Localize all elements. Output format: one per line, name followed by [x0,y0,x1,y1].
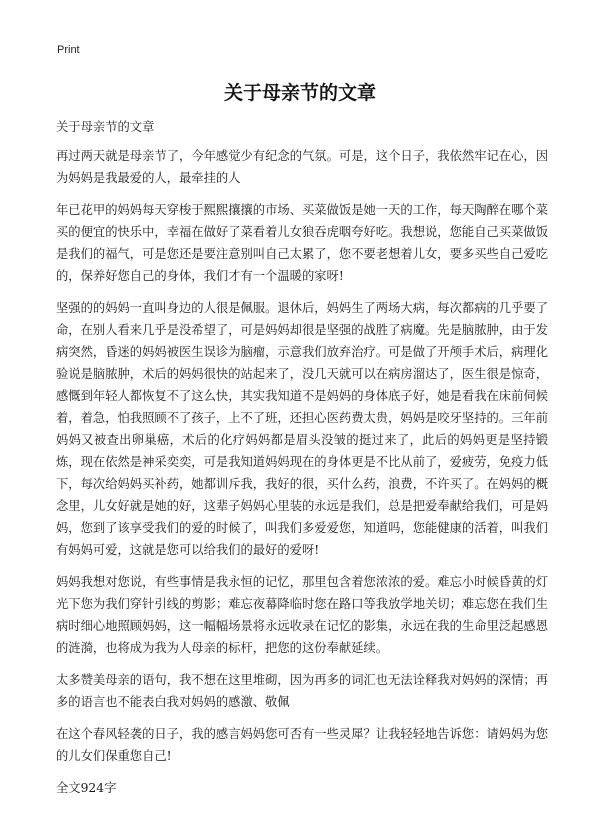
word-count: 全文924字 [56,781,117,795]
paragraph: 在这个春风轻袭的日子，我的感言妈妈您可否有一些灵犀？让我轻轻地告诉您：请妈妈为您的儿女们保重您自己! [56,727,548,763]
paragraph: 年已花甲的妈妈每天穿梭于熙熙攘攘的市场、买菜做饭是她一天的工作，每天陶醉在哪个菜买的便宜的快乐中，幸福在做好了菜看着儿女狼吞虎咽夸好吃。我想说，您能自己买菜做饭是我们的福气，可是您还是要注意别叫自己太累了，您不要老想着儿女，要多买些自己爱吃的，保养好您自己的身体，我们才有一个温暖的家呀! [56,203,548,283]
print-link[interactable]: Print [57,44,80,56]
page-title: 关于母亲节的文章 [223,82,376,104]
paragraph: 坚强的的妈妈一直叫身边的人很是佩服。退休后，妈妈生了两场大病，每次都病的几乎要了命，在别人看来几乎是没希望了，可是妈妈却很是坚强的战胜了病魔。先是脑脓肿，由于发病突然，昏迷的妈妈被医生误诊为脑瘤，示意我们放弃治疗。可是做了开颅手术后，病理化验说是脑脓肿，术后的妈妈很快的站起来了，没几天就可以在病房溜达了，医生很是惊奇，感慨到年轻人都恢复不了这么快，其实我知道不是妈妈的身体底子好，她是看我在床前伺候着，着急，怕我照顾不了孩子，上不了班，还担心医药费太贵，妈妈是咬牙坚持的。三年前妈妈又被查出卵巢癌，术后的化疗妈妈都是眉头没皱的挺过来了，此后的妈妈更是坚持锻炼，现在依然是神采奕奕，可是我知道妈妈现在的身体更是不比从前了，爱疲劳，免疫力低下，每次给妈妈买补药，她都训斥我，我好的很，买什么药，浪费，不许买了。在妈妈的概念里，儿女好就是她的好，这辈子妈妈心里装的永远是我们，总是把爱奉献给我们，可是妈妈，您到了该享受我们的爱的时候了，叫我们多爱爱您，知道吗，您能健康的活着，叫我们有妈妈可爱，这就是您可以给我们的最好的爱呀! [56,301,548,557]
article-subtitle: 关于母亲节的文章 [56,120,155,134]
article-body [56,116,548,809]
paragraph: 妈妈我想对您说，有些事情是我永恒的记忆，那里包含着您浓浓的爱。难忘小时候昏黄的灯光下您为我们穿针引线的剪影；难忘夜幕降临时您在路口等我放学地关切；难忘您在我们生病时细心地照顾妈妈，这一幅幅场景将永远收录在记忆的影集，永远在我的生命里泛起感恩的涟漪，也将成为我为人母亲的标杆，把您的这份奉献延续。 [56,575,548,655]
paragraph: 再过两天就是母亲节了，今年感觉少有纪念的气氛。可是，这个日子，我依然牢记在心，因为妈妈是我最爱的人，最牵挂的人 [56,149,548,185]
paragraph: 太多赞美母亲的语句，我不想在这里堆砌，因为再多的词汇也无法诠释我对妈妈的深情；再多的语言也不能表白我对妈妈的感激、敬佩 [56,673,548,709]
